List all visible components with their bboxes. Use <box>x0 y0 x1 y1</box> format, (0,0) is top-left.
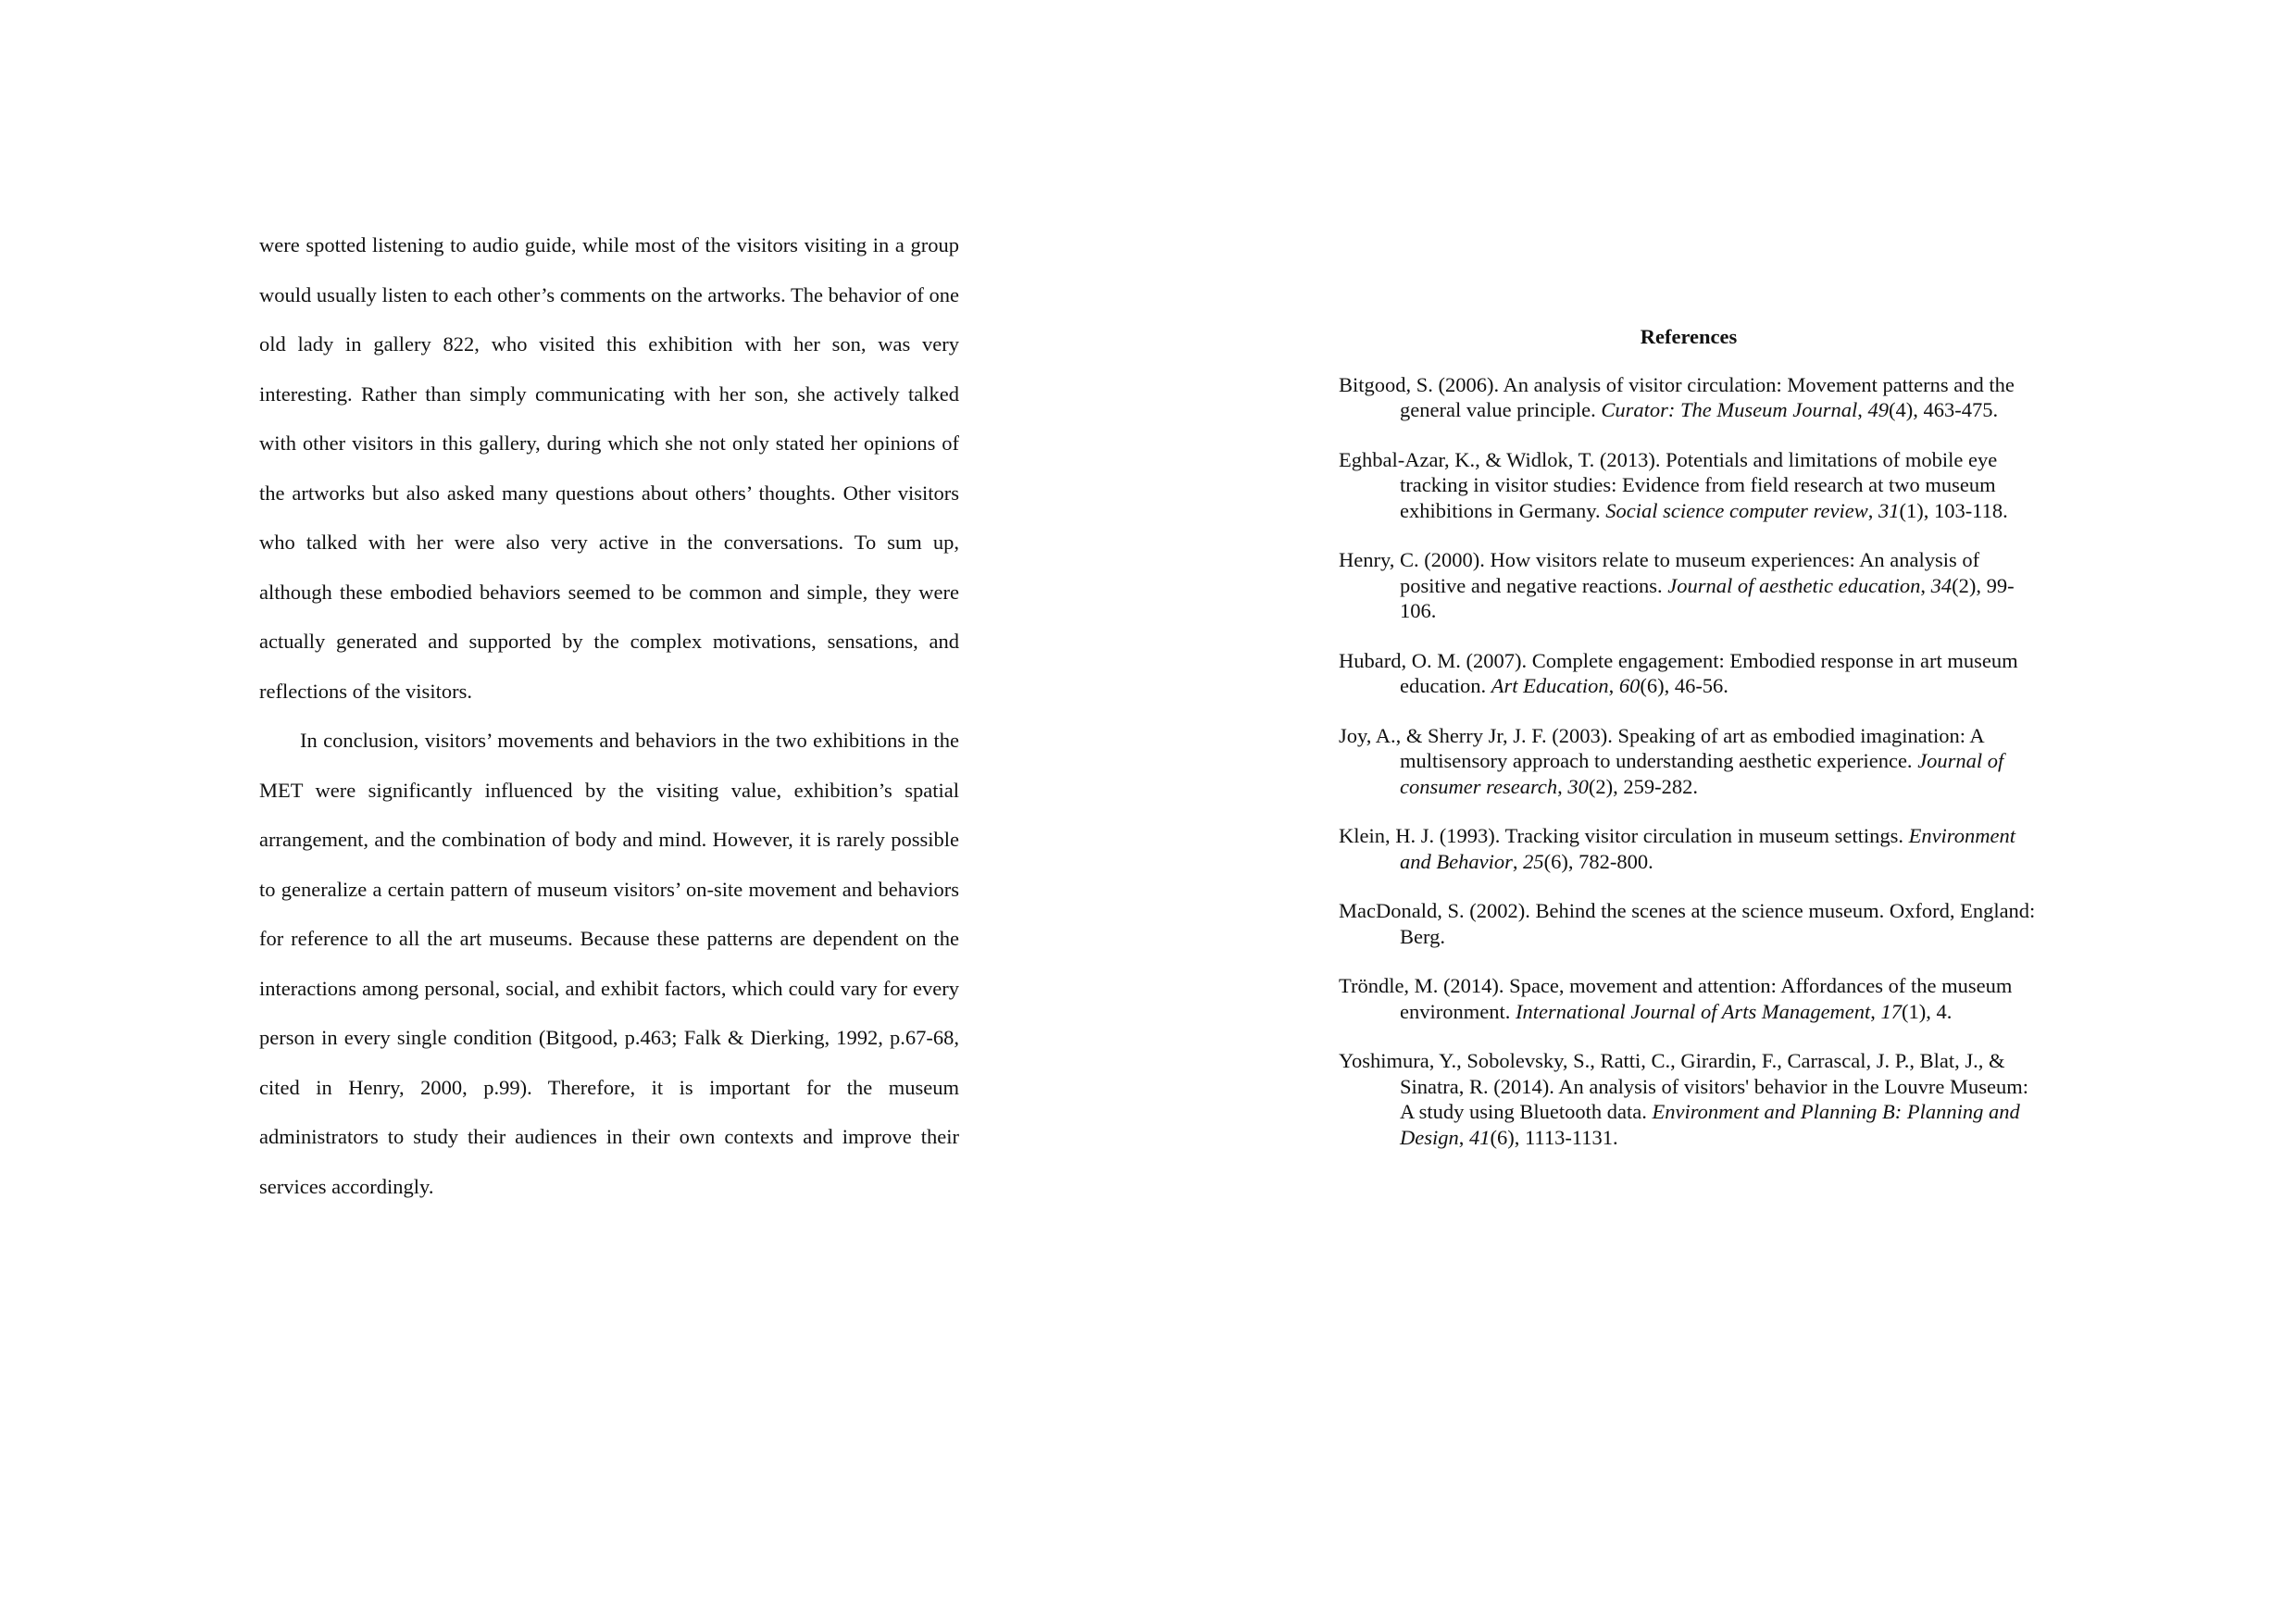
reference-item-yoshimura <box>1339 1048 2039 1150</box>
reference-item-macdonald <box>1339 898 2039 949</box>
reference-volume: 49 <box>1867 398 1890 421</box>
reference-item-klein <box>1339 823 2039 874</box>
reference-text: Klein, H. J. (1993). Tracking visitor circulation in museum settings. <box>1339 824 1909 847</box>
reference-volume: 31 <box>1878 498 1900 522</box>
reference-volume: 34 <box>1930 573 1953 597</box>
reference-separator: , <box>1867 498 1878 522</box>
reference-journal: Curator: The Museum Journal <box>1601 398 1858 421</box>
reference-text: Tröndle, M. (2014). Space, movement and attention: Affordances of the museum environment. <box>1339 974 2013 1023</box>
reference-item-hubard <box>1339 648 2039 699</box>
reference-item-joy <box>1339 723 2039 800</box>
reference-pages: (2), 99-106. <box>1400 573 2015 622</box>
reference-journal: Social science computer review <box>1605 498 1868 522</box>
reference-text: Joy, A., & Sherry Jr, J. F. (2003). Speaking of art as embodied imagination: A multisensory approach to understanding aesthetic experience. <box>1339 723 1984 772</box>
reference-item-trondle <box>1339 973 2039 1024</box>
reference-item-bitgood <box>1339 372 2039 423</box>
reference-pages: (6), 46-56. <box>1640 674 1728 697</box>
reference-pages: (1), 103-118. <box>1899 498 2008 522</box>
reference-item-eghbal-azar <box>1339 447 2039 524</box>
reference-volume: 41 <box>1469 1125 1491 1149</box>
reference-volume: 17 <box>1880 999 1903 1023</box>
reference-separator: , <box>1920 573 1931 597</box>
reference-pages: (6), 1113-1131. <box>1490 1125 1618 1149</box>
references-section <box>1339 324 2039 1174</box>
reference-journal: Journal of consumer research <box>1400 749 2004 798</box>
reference-text: Hubard, O. M. (2007). Complete engagement: Embodied response in art museum education. <box>1339 648 2018 697</box>
body-paragraph-2: In conclusion, visitors’ movements and behaviors in the two exhibitions in the MET were significantly influenced by the visiting value, exhibition’s spatial arrangement, and the combination of body and mind. However, it is rarely possible to generalize a certain pattern of museum visitors’ on-site movement and behaviors for reference to all the art museums. Because these patterns are dependent on the interactions among personal, social, and exhibit factors, which could vary for every person in every single condition (Bitgood, p.463; Falk & Dierking, 1992, p.67-68, cited in Henry, 2000, p.99). Therefore, it is important for the museum administrators to study their audiences in their own contexts and improve their services accordingly. <box>259 729 959 1198</box>
reference-volume: 60 <box>1618 674 1641 697</box>
reference-separator: , <box>1458 1125 1469 1149</box>
reference-text: MacDonald, S. (2002). Behind the scenes at the science museum. Oxford, England: Berg. <box>1339 899 2036 948</box>
reference-journal: Environment and Behavior <box>1400 824 2015 873</box>
reference-journal: Environment and Planning B: Planning and Design <box>1400 1100 2020 1149</box>
reference-separator: , <box>1512 849 1524 873</box>
body-text-column <box>259 220 959 1211</box>
reference-journal: Art Education <box>1491 674 1609 697</box>
reference-volume: 30 <box>1567 774 1589 798</box>
reference-text: Henry, C. (2000). How visitors relate to museum experiences: An analysis of positive and negative reactions. <box>1339 548 1980 597</box>
reference-pages: (1), 4. <box>1902 999 1953 1023</box>
reference-separator: , <box>1870 999 1881 1023</box>
reference-text: Bitgood, S. (2006). An analysis of visitor circulation: Movement patterns and the general value principle. <box>1339 372 2015 421</box>
references-heading: References <box>1640 325 1738 348</box>
reference-item-henry <box>1339 547 2039 624</box>
reference-pages: (4), 463-475. <box>1889 398 1999 421</box>
references-list <box>1339 372 2039 1151</box>
body-paragraph-1: were spotted listening to audio guide, while most of the visitors visiting in a group would usually listen to each other’s comments on the artworks. The behavior of one old lady in gallery 822, who visited this exhibition with her son, was very interesting. Rather than simply communicating with her son, she actively talked with other visitors in this gallery, during which she not only stated her opinions of the artworks but also asked many questions about others’ thoughts. Other visitors who talked with her were also very active in the conversations. To sum up, although these embodied behaviors seemed to be common and simple, they were actually generated and supported by the complex motivations, sensations, and reflections of the visitors. <box>259 233 959 703</box>
reference-text: Eghbal-Azar, K., & Widlok, T. (2013). Potentials and limitations of mobile eye tracking in visitor studies: Evidence from field research at two museum exhibitions in Germany. <box>1339 447 1998 522</box>
reference-separator: , <box>1608 674 1619 697</box>
reference-pages: (2), 259-282. <box>1588 774 1699 798</box>
reference-separator: , <box>1557 774 1568 798</box>
reference-separator: , <box>1857 398 1868 421</box>
reference-volume: 25 <box>1523 849 1544 873</box>
reference-journal: Journal of aesthetic education <box>1667 573 1921 597</box>
reference-pages: (6), 782-800. <box>1543 849 1653 873</box>
reference-text: Yoshimura, Y., Sobolevsky, S., Ratti, C., Girardin, F., Carrascal, J. P., Blat, J., & Sinatra, R. (2014). An analysis of visitors' behavior in the Louvre Museum: A study using Bluetooth data. <box>1339 1049 2028 1123</box>
reference-journal: International Journal of Arts Management <box>1515 999 1871 1023</box>
